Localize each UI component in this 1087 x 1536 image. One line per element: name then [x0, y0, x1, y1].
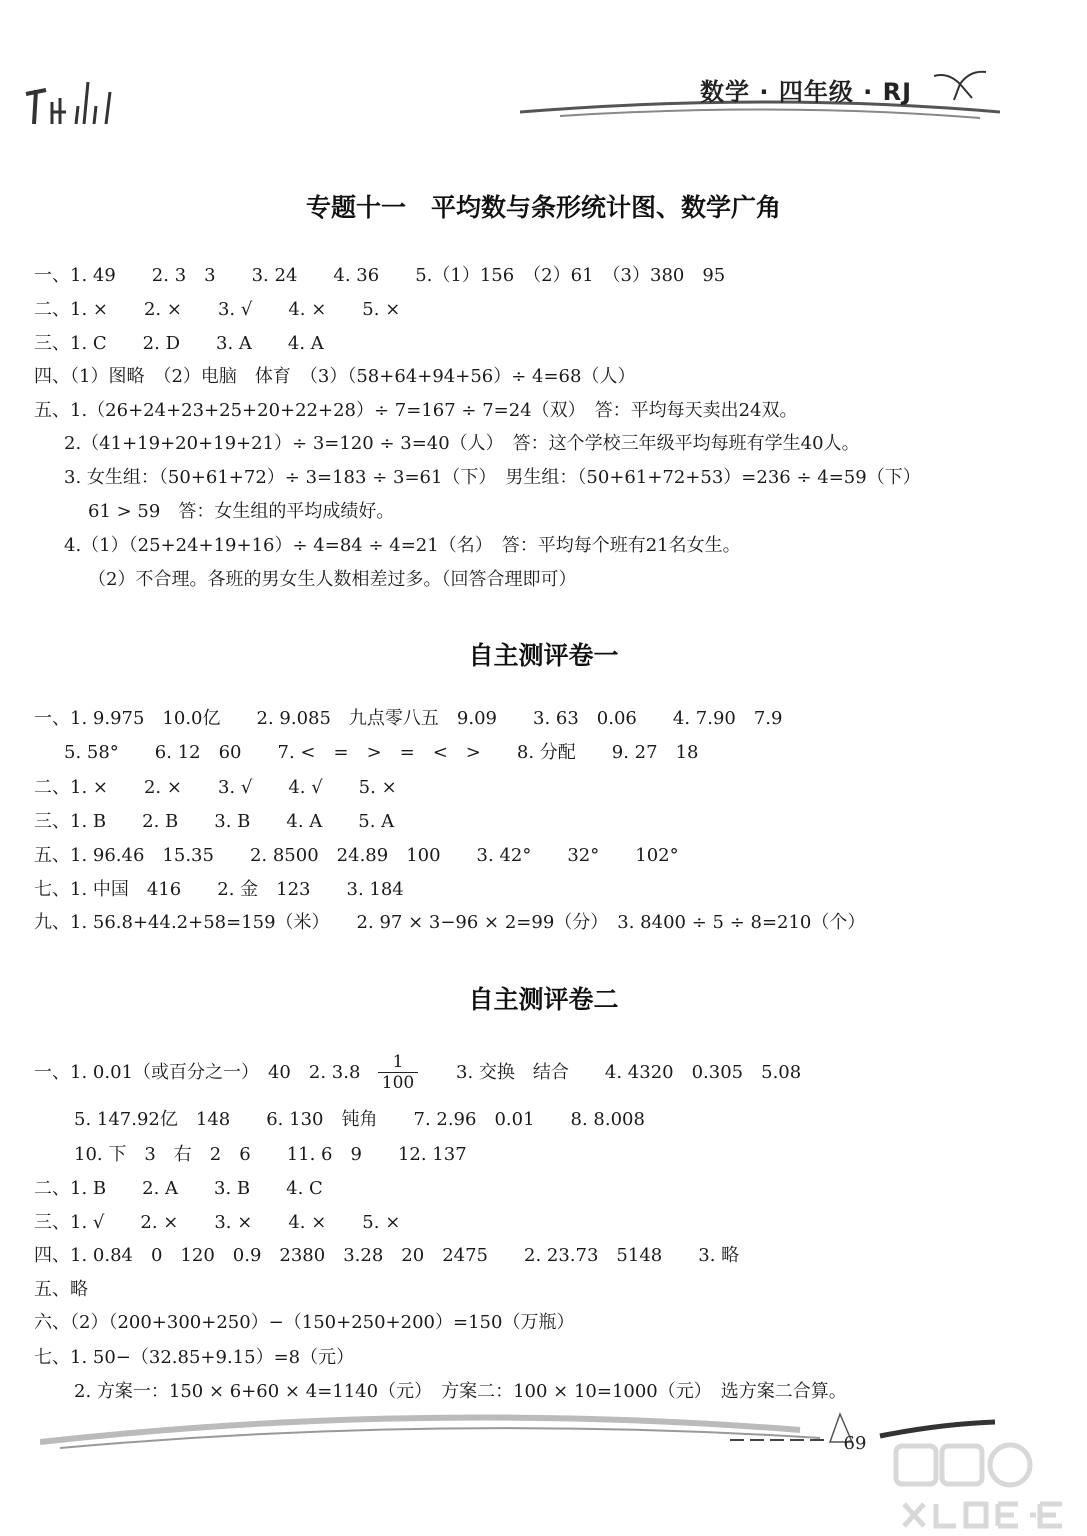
answer-line: 61 > 59 答：女生组的平均成绩好。 [88, 501, 395, 522]
answer-line: 5. 58° 6. 12 60 7. < = > = < > 8. 分配 9. 27 18 [64, 742, 699, 763]
answer-line: 三、1. C 2. D 3. A 4. A [34, 333, 324, 354]
page-number: 69 [843, 1433, 867, 1454]
answer-line: 四、1. 0.84 0 120 0.9 2380 3.28 20 2475 2. 23.73 5148 3. 略 [34, 1245, 740, 1266]
answer-line: 二、1. × 2. × 3. √ 4. × 5. × [34, 299, 401, 320]
answer-line: 2. 方案一：150 × 6+60 × 4=1140（元） 方案二：100 × 10=1000（元） 选方案二合算。 [74, 1381, 847, 1402]
answer-line: 一、1. 0.01（或百分之一） 40 2. 3.8 [34, 1062, 361, 1083]
answer-line: 七、1. 50−（32.85+9.15）=8（元） [34, 1347, 355, 1368]
answer-line: （2）不合理。各班的男女生人数相差过多。（回答合理即可） [88, 569, 577, 590]
answer-line: 六、（2）（200+300+250）−（150+250+200）=150（万瓶） [34, 1312, 575, 1333]
answer-line: 4.（1）（25+24+19+16）÷ 4=84 ÷ 4=21（名） 答：平均每个班有21名女生。 [64, 535, 741, 556]
answer-line: 一、1. 9.975 10.0亿 2. 9.085 九点零八五 9.09 3. 63 0.06 4. 7.90 7.9 [34, 708, 783, 729]
book-header-title: 数学 · 四年级 · RJ [700, 78, 913, 106]
fraction-one-hundredth [378, 1052, 418, 1093]
answer-line: 2.（41+19+20+19+21）÷ 3=120 ÷ 3=40（人） 答：这个学校三年级平均每班有学生40人。 [64, 433, 860, 454]
leaf-sprig-icon [930, 62, 990, 102]
answer-line: 三、1. B 2. B 3. B 4. A 5. A [34, 811, 395, 832]
answer-line: 五、略 [34, 1279, 88, 1300]
answer-line: 一、1. 49 2. 3 3 3. 24 4. 36 5.（1）156 （2）61 （3）380 95 [34, 265, 726, 286]
watermark-logo [890, 1440, 1080, 1532]
corner-scribble-mark [22, 72, 132, 132]
answer-line: 五、1.（26+24+23+25+20+22+28）÷ 7=167 ÷ 7=24（双） 答：平均每天卖出24双。 [34, 400, 798, 421]
answer-line: 四、（1）图略 （2）电脑 体育 （3）（58+64+94+56）÷ 4=68（人） [34, 366, 636, 387]
section-title-test-2: 自主测评卷二 [468, 985, 619, 1014]
section-title-topic-11: 专题十一 平均数与条形统计图、数学广角 [305, 193, 781, 222]
answer-line: 二、1. × 2. × 3. √ 4. √ 5. × [34, 777, 397, 798]
answer-line: 3. 交换 结合 4. 4320 0.305 5.08 [456, 1062, 802, 1083]
answer-line: 三、1. √ 2. × 3. × 4. × 5. × [34, 1212, 401, 1233]
answer-line: 二、1. B 2. A 3. B 4. C [34, 1178, 323, 1199]
fraction-numerator: 1 [378, 1052, 418, 1073]
answer-line: 5. 147.92亿 148 6. 130 钝角 7. 2.96 0.01 8. 8.008 [74, 1109, 645, 1130]
section-title-test-1: 自主测评卷一 [468, 641, 619, 670]
answer-line: 10. 下 3 右 2 6 11. 6 9 12. 137 [74, 1144, 467, 1165]
fraction-denominator: 100 [381, 1073, 415, 1093]
answer-line: 3. 女生组：（50+61+72）÷ 3=183 ÷ 3=61（下） 男生组：（50+61+72+53）=236 ÷ 4=59（下） [64, 467, 921, 488]
answer-line: 五、1. 96.46 15.35 2. 8500 24.89 100 3. 42° 32° 102° [34, 845, 679, 866]
answer-line: 九、1. 56.8+44.2+58=159（米） 2. 97 × 3−96 × 2=99（分） 3. 8400 ÷ 5 ÷ 8=210（个） [34, 912, 866, 933]
answer-line: 七、1. 中国 416 2. 金 123 3. 184 [34, 879, 404, 900]
